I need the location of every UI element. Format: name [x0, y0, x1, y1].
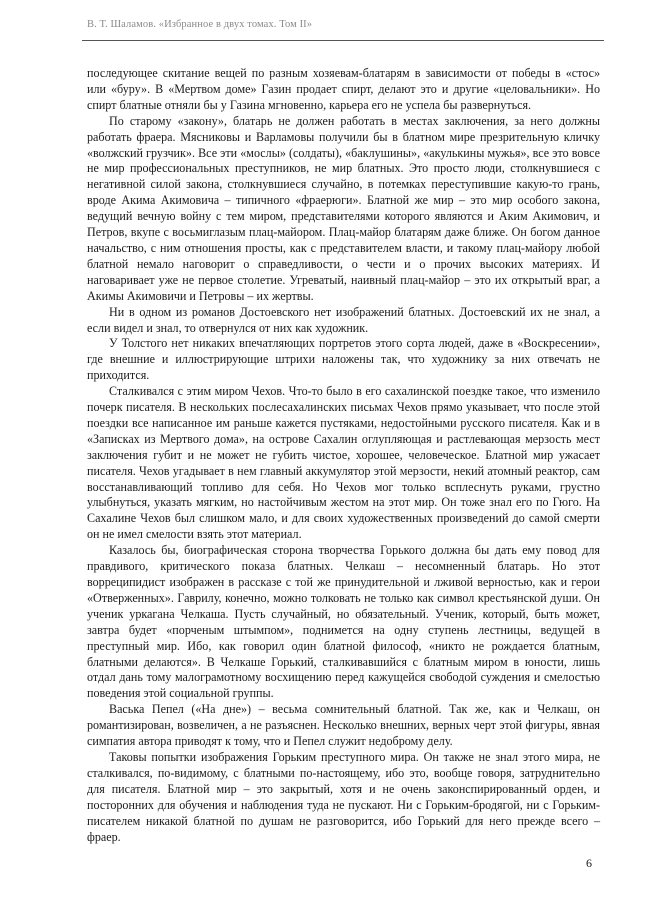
page-body [87, 66, 600, 845]
paragraph-7: Васька Пепел («На дне») – весьма сомнительный блатной. Так же, как и Челкаш, он романтизирован, возвеличен, а не разъяснен. Несколько внешних, верных черт этой фигуры, явная симпатия автора приводят к тому, что и Пепел служит недоброму делу. [87, 702, 600, 749]
paragraph-1: последующее скитание вещей по разным хозяевам-блатарям в зависимости от победы в «стос» или «буру». В «Мертвом доме» Газин продает спирт, делают это и другие «целовальники». Но спирт блатные отняли бы у Газина мгновенно, карьера его не успела бы развернуться. [87, 66, 600, 112]
paragraph-6: Казалось бы, биографическая сторона творчества Горького должна бы дать ему повод для правдивого, критического показа блатных. Челкаш – несомненный блатарь. Но этот ворреципидист изображен в рассказе с той же принудительной и лживой верностью, как и герои «Отверженных». Гаврилу, конечно, можно толковать не только как символ крестьянской души. Он ученик уркагана Челкаша. Пусть случайный, но обязательный. Ученик, который, быть может, завтра будет «порченым штымпом», поднимется на одну ступень лестницы, ведущей в преступный мир. Ибо, как говорил один блатной философ, «никто не рождается блатным, блатными делаются». В Челкаше Горький, сталкивавшийся с блатным миром в юности, лишь отдал дань тому малограмотному восхищению перед кажущейся свободой суждения и смелостью поведения этой социальной группы. [87, 543, 600, 701]
header-divider [82, 40, 604, 41]
paragraph-2: По старому «закону», блатарь не должен работать в местах заключения, за него должны работать фраера. Мясниковы и Варламовы получили бы в блатном мире презрительную кличку «волжский грузчик». Все эти «мослы» (солдаты), «баклушины», «акулькины мужья», все это вовсе не мир профессиональных преступников, не мир блатных. Это просто люди, столкнувшиеся с негативной силой закона, столкнувшиеся случайно, в потемках переступившие какую-то грань, вроде Акима Акимовича – типичного «фраерюги». Блатной же мир – это мир особого закона, ведущий вечную войну с тем миром, представителями которого являются и Аким Акимович, и Петров, вкупе с восьмиглазым плац-майором. Плац-майор блатарям даже ближе. Он богом данное начальство, с ним отношения просты, как с представителем власти, и такому плац-майору любой блатной немало наговорит о справедливости, о чести и о прочих высоких материях. И наговаривает уже не первое столетие. Угреватый, наивный плац-майор – это их открытый враг, а Акимы Акимовичи и Петровы – их жертвы. [87, 113, 600, 303]
paragraph-4: У Толстого нет никаких впечатляющих портретов этого сорта людей, даже в «Воскресении», где внешние и иллюстрирующие штрихи наложены так, что художнику за них отвечать не приходится. [87, 336, 600, 383]
paragraph-5: Сталкивался с этим миром Чехов. Что-то было в его сахалинской поездке такое, что изменило почерк писателя. В нескольких послесахалинских письмах Чехов прямо указывает, что после этой поездки все написанное им раньше кажется пустяками, недостойными русского писателя. Как и в «Записках из Мертвого дома», на острове Сахалин оглупляющая и растлевающая мерзость мест заключения губит и не может не губить чистое, хорошее, человеческое. Блатной мир ужасает писателя. Чехов угадывает в нем главный аккумулятор этой мерзости, некий атомный реактор, сам восстанавливающий топливо для себя. Но Чехов мог только всплеснуть руками, грустно улыбнуться, указать мягким, но настойчивым жестом на этот мир. Он тоже знал его по Гюго. На Сахалине Чехов был слишком мало, и для своих художественных произведений до самой смерти он не имел смелости взять этот материал. [87, 384, 600, 542]
page-number: 6 [586, 856, 592, 870]
paragraph-8: Таковы попытки изображения Горьким преступного мира. Он также не знал этого мира, не сталкивался, по-видимому, с блатными по-настоящему, ибо это, вообще говоря, затруднительно для писателя. Блатной мир – это закрытый, хотя и не очень законспирированный орден, и посторонних для обучения и наблюдения туда не пускают. Ни с Горьким-бродягой, ни с Горьким-писателем никакой блатной по душам не разговорится, ибо Горький для него прежде всего – фраер. [87, 749, 600, 844]
running-header: В. Т. Шаламов. «Избранное в двух томах. Том II» [87, 19, 313, 30]
paragraph-3: Ни в одном из романов Достоевского нет изображений блатных. Достоевский их не знал, а если видел и знал, то отвернулся от них как художник. [87, 304, 600, 335]
